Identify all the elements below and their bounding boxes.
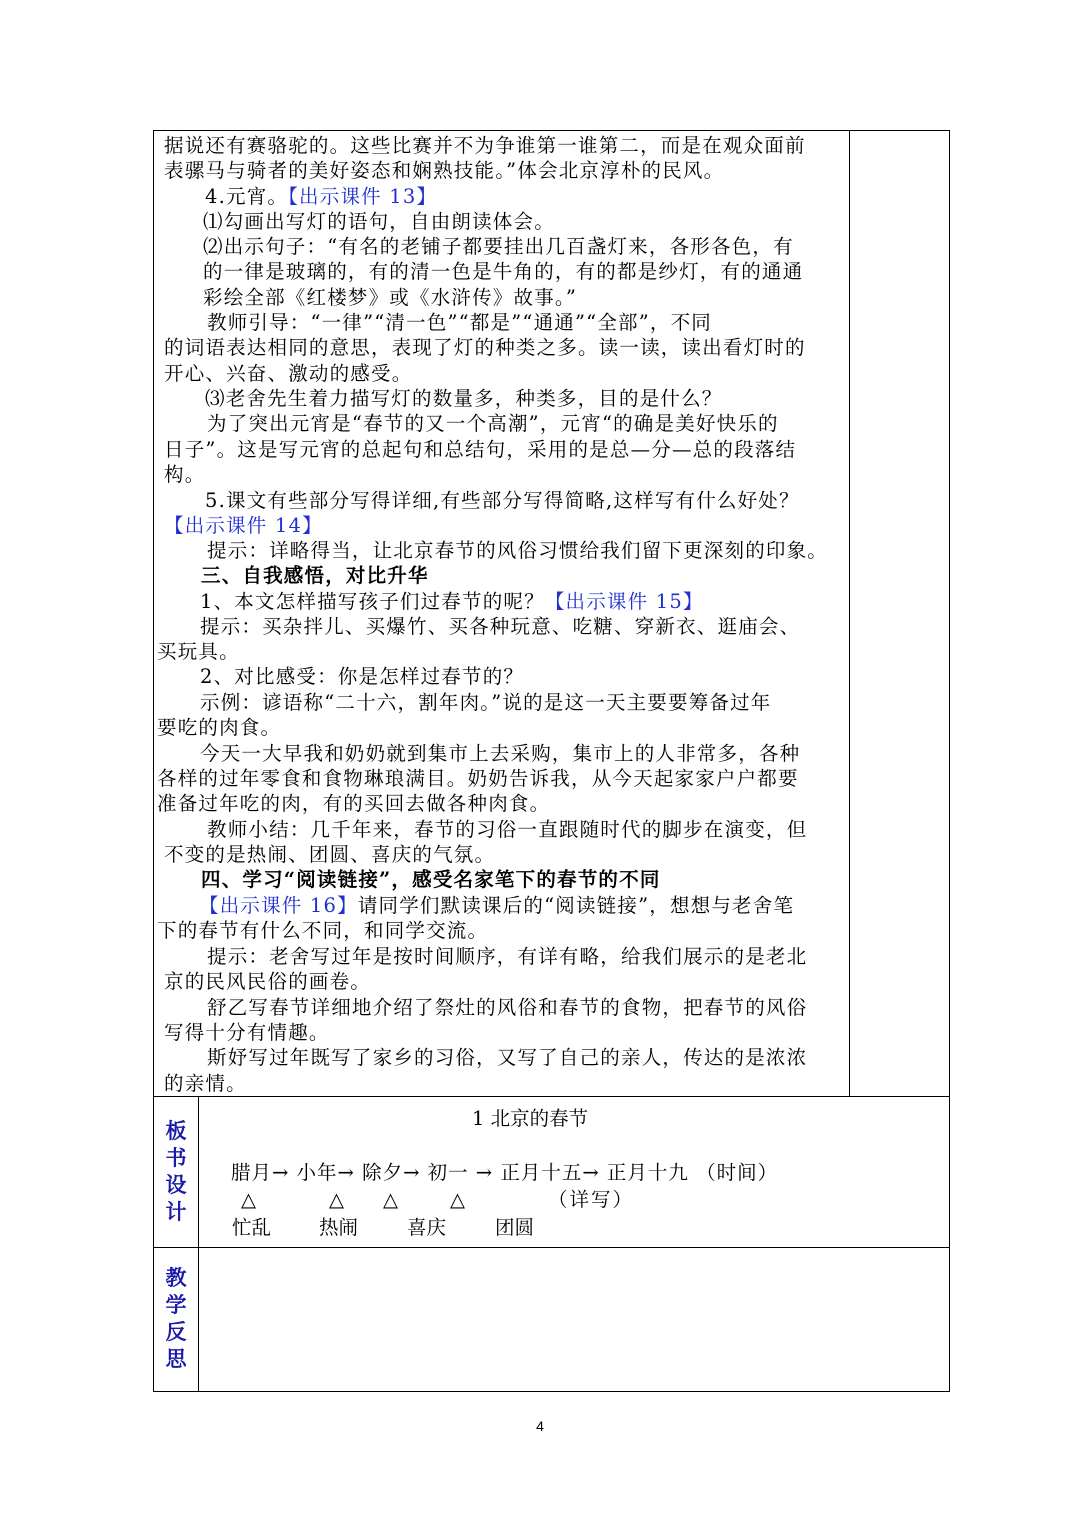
board-mark: △ [329, 1188, 344, 1211]
text-line: 日子”。这是写元宵的总起句和总结句，采用的是总—分—总的段落结 [164, 438, 797, 461]
item-text: 4.元宵。 [205, 185, 289, 208]
board-detail-note: （详写） [548, 1188, 635, 1211]
board-design-label: 板 书 设 计 [165, 1119, 187, 1224]
text-line: 提示：买杂拌儿、买爆竹、买各种玩意、吃糖、穿新衣、逛庙会、 [200, 615, 801, 638]
board-mark: △ [241, 1188, 256, 1211]
text-line: 斯妤写过年既写了家乡的习俗，又写了自己的亲人，传达的是浓浓 [207, 1046, 808, 1069]
text-line: 的一律是玻璃的，有的清一色是牛角的，有的都是纱灯，有的通通 [203, 260, 804, 283]
board-section-divider [153, 1096, 950, 1097]
text-line: ⑶老舍先生着力描写灯的数量多，种类多，目的是什么？ [205, 387, 723, 410]
text-line: 为了突出元宵是“春节的又一个高潮”，元宵“的确是美好快乐的 [207, 412, 779, 435]
text-line: 表骡马与骑者的美好姿态和娴熟技能。”体会北京淳朴的民风。 [164, 159, 725, 182]
courseware-link[interactable]: 【出示课件 13】 [288, 185, 438, 208]
text-line: 买玩具。 [157, 640, 240, 663]
text-line: 教师小结：几千年来，春节的习俗一直跟随时代的脚步在演变，但 [207, 818, 808, 841]
text-line: 示例：谚语称“二十六，割年肉。”说的是这一天主要要筹备过年 [200, 691, 772, 714]
board-mark: △ [450, 1188, 465, 1211]
section-heading: 三、自我感悟，对比升华 [201, 564, 429, 587]
board-timeline: 腊月→ 小年→ 除夕→ 初一 → 正月十五→ 正月十九 （时间） [231, 1161, 779, 1184]
text-line: 准备过年吃的肉，有的买回去做各种肉食。 [157, 792, 551, 815]
text-line: 下的春节有什么不同，和同学交流。 [157, 919, 489, 942]
reflection-label: 教 学 反 思 [165, 1266, 187, 1371]
text-line [205, 184, 437, 209]
text-line: 写得十分有情趣。 [164, 1021, 330, 1044]
text-line: 开心、兴奋、激动的感受。 [164, 362, 413, 385]
text-line: 构。 [164, 463, 206, 486]
courseware-link[interactable]: 【出示课件 15】 [544, 590, 704, 613]
section-heading: 四、学习“阅读链接”，感受名家笔下的春节的不同 [201, 868, 661, 891]
text-line: 舒乙写春节详细地介绍了祭灶的风俗和春节的食物，把春节的风俗 [207, 996, 808, 1019]
item-text: 1、本文怎样描写孩子们过春节的呢？ [200, 590, 545, 613]
board-word: 喜庆 [407, 1216, 447, 1239]
text-line: 的词语表达相同的意思，表现了灯的种类之多。读一读，读出看灯时的 [164, 336, 806, 359]
board-title: 1 北京的春节 [472, 1107, 589, 1130]
board-word: 忙乱 [232, 1216, 272, 1239]
text-line: 教师引导：“一律”“清一色”“都是”“通通”“全部”，不同 [207, 311, 712, 334]
board-word: 热闹 [319, 1216, 359, 1239]
text-line: ⑴勾画出写灯的语句，自由朗读体会。 [203, 210, 555, 233]
text-line: 今天一大早我和奶奶就到集市上去采购，集市上的人非常多，各种 [200, 742, 801, 765]
text-line: 提示：详略得当，让北京春节的风俗习惯给我们留下更深刻的印象。 [207, 539, 829, 562]
text-line [199, 893, 794, 918]
reflection-content[interactable] [200, 1249, 948, 1390]
text-line: 彩绘全部《红楼梦》或《水浒传》故事。” [203, 286, 578, 309]
text-line: 京的民风民俗的画卷。 [164, 970, 372, 993]
text-line: ⑵出示句子：“有名的老铺子都要挂出几百盏灯来，各形各色，有 [203, 235, 794, 258]
notes-column-divider [849, 130, 850, 1097]
board-word: 团圆 [495, 1216, 535, 1239]
text-line: 5.课文有些部分写得详细,有些部分写得简略,这样写有什么好处？ [205, 489, 800, 512]
text-line: 2、对比感受：你是怎样过春节的？ [200, 665, 525, 688]
courseware-link[interactable]: 【出示课件 16】 [199, 894, 358, 917]
text-line [200, 589, 704, 614]
reflection-section-divider [153, 1247, 950, 1248]
text-line: 各样的过年零食和食物琳琅满目。奶奶告诉我，从今天起家家户户都要 [157, 767, 799, 790]
page-number: 4 [536, 1418, 544, 1434]
text-line: 要吃的肉食。 [157, 716, 282, 739]
text-line: 不变的是热闹、团圆、喜庆的气氛。 [164, 843, 496, 866]
text-line: 据说还有赛骆驼的。这些比赛并不为争谁第一谁第二，而是在观众面前 [164, 134, 806, 157]
board-mark: △ [383, 1188, 398, 1211]
courseware-link[interactable]: 【出示课件 14】 [164, 514, 323, 537]
text-line: 的亲情。 [164, 1072, 247, 1095]
item-text: 请同学们默读课后的“阅读链接”，想想与老舍笔 [357, 894, 795, 917]
text-line: 提示：老舍写过年是按时间顺序，有详有略，给我们展示的是老北 [207, 945, 808, 968]
